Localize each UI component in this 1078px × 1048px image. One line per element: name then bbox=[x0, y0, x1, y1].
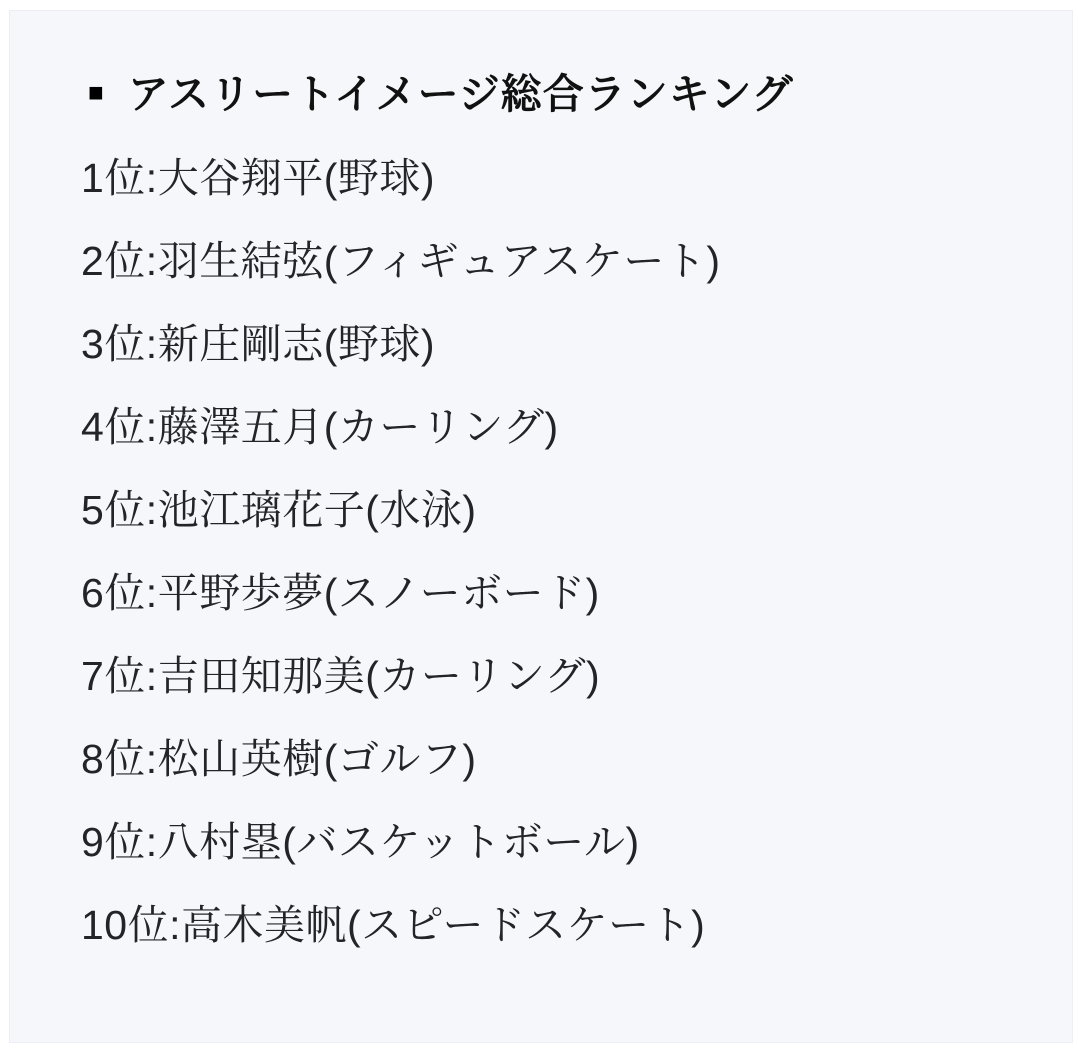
ranking-item-text: 8位:松山英樹(ゴルフ) bbox=[81, 736, 477, 782]
ranking-item-6 bbox=[81, 548, 1044, 631]
ranking-item-9 bbox=[81, 797, 1044, 880]
ranking-item-text: 1位:大谷翔平(野球) bbox=[81, 155, 435, 201]
ranking-item-1 bbox=[81, 133, 1044, 216]
ranking-title: アスリートイメージ総合ランキング bbox=[127, 70, 794, 117]
ranking-header bbox=[81, 47, 1044, 133]
ranking-content bbox=[10, 11, 1072, 963]
ranking-panel bbox=[9, 10, 1073, 1043]
ranking-item-text: 6位:平野歩夢(スノーボード) bbox=[81, 570, 600, 616]
ranking-item-10 bbox=[81, 880, 1044, 963]
ranking-item-text: 7位:吉田知那美(カーリング) bbox=[81, 653, 601, 699]
ranking-item-3 bbox=[81, 299, 1044, 382]
ranking-item-text: 5位:池江璃花子(水泳) bbox=[81, 487, 477, 533]
ranking-item-8 bbox=[81, 714, 1044, 797]
ranking-item-text: 10位:高木美帆(スピードスケート) bbox=[81, 902, 706, 948]
ranking-item-text: 3位:新庄剛志(野球) bbox=[81, 321, 435, 367]
ranking-item-5 bbox=[81, 465, 1044, 548]
ranking-item-text: 2位:羽生結弦(フィギュアスケート) bbox=[81, 238, 721, 284]
ranking-item-4 bbox=[81, 382, 1044, 465]
ranking-item-text: 9位:八村塁(バスケットボール) bbox=[81, 819, 640, 865]
ranking-item-7 bbox=[81, 631, 1044, 714]
ranking-item-text: 4位:藤澤五月(カーリング) bbox=[81, 404, 559, 450]
square-bullet-icon: ■ bbox=[88, 77, 105, 107]
ranking-item-2 bbox=[81, 216, 1044, 299]
